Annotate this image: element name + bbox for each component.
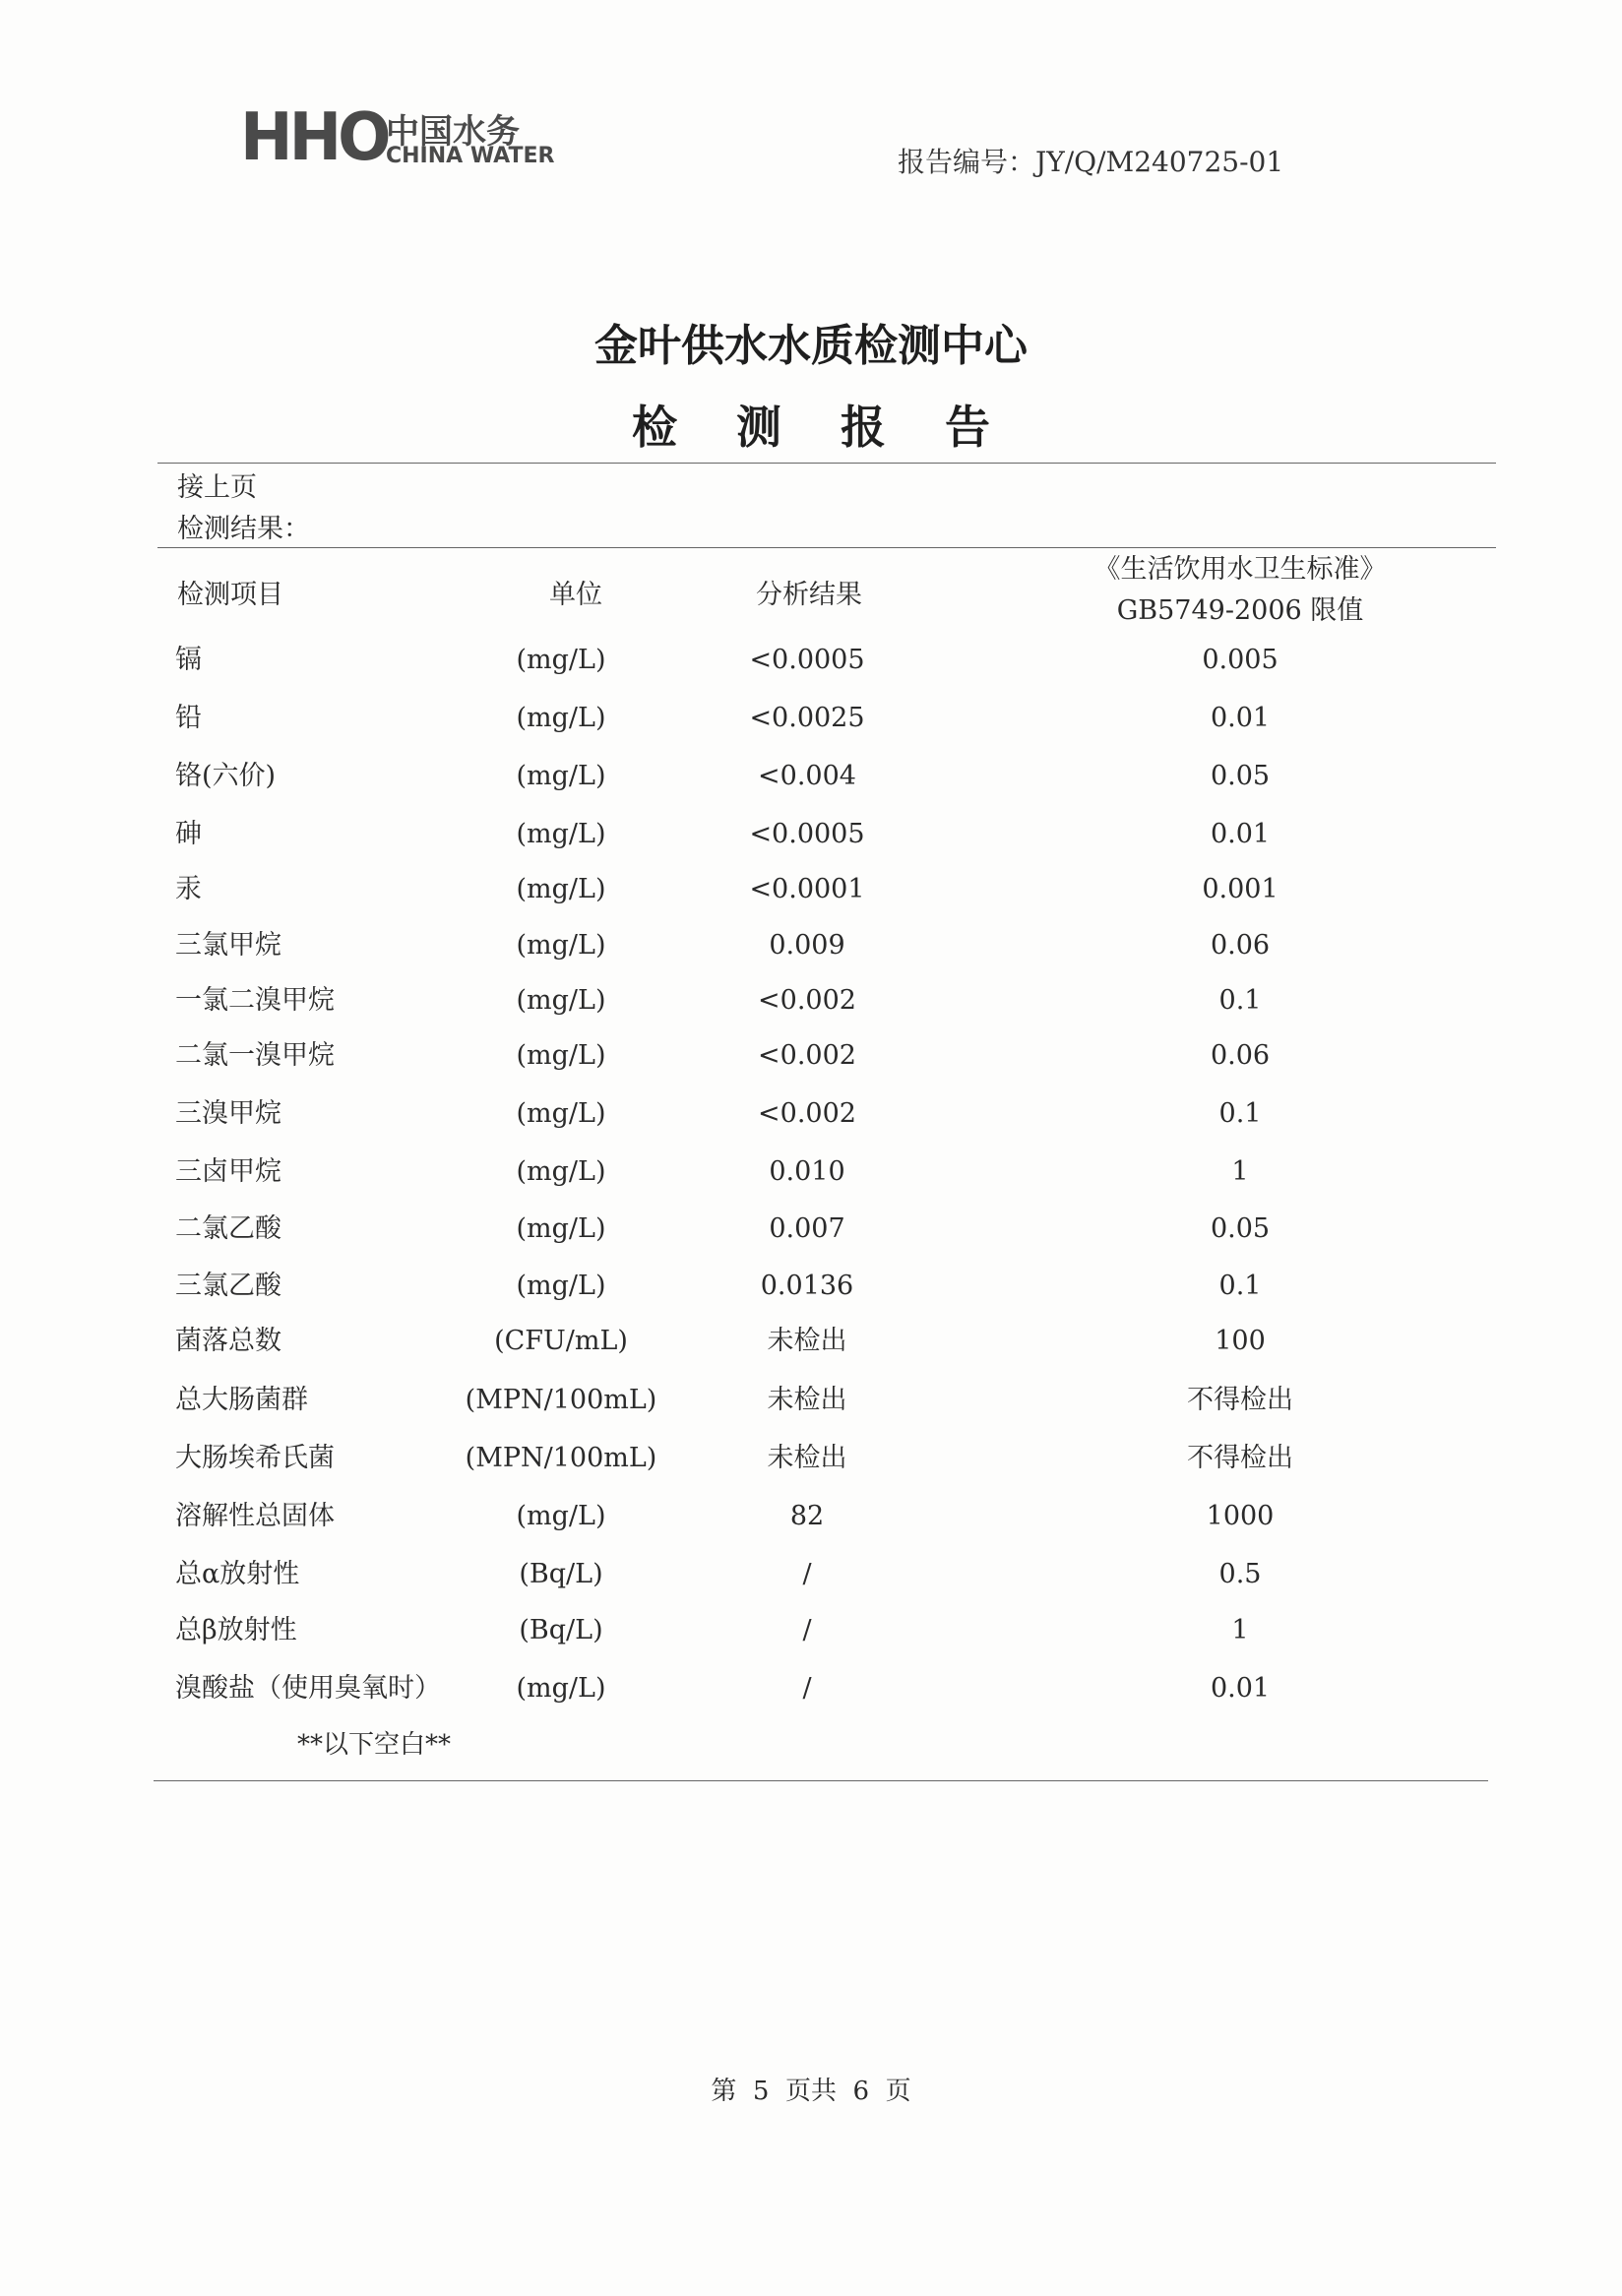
row-limit: 0.06 xyxy=(1210,930,1271,961)
table-row xyxy=(0,981,1622,1021)
blank-below-note: **以下空白** xyxy=(297,1730,452,1760)
header-limit xyxy=(1014,549,1466,632)
row-limit: 0.06 xyxy=(1210,1040,1271,1071)
row-item: 砷 xyxy=(175,819,202,849)
row-unit: (CFU/mL) xyxy=(494,1326,628,1356)
row-result: 0.009 xyxy=(769,930,845,961)
table-row xyxy=(0,757,1622,796)
table-row xyxy=(0,1152,1622,1192)
row-result: 0.0136 xyxy=(760,1271,854,1301)
row-result: <0.002 xyxy=(758,1040,856,1071)
row-unit: (mg/L) xyxy=(516,761,606,791)
row-unit: (mg/L) xyxy=(516,1271,606,1301)
row-item: 一氯二溴甲烷 xyxy=(175,985,335,1016)
row-result: <0.002 xyxy=(758,985,856,1016)
row-result: <0.0001 xyxy=(749,874,865,904)
row-result: 0.010 xyxy=(769,1156,845,1187)
table-row xyxy=(0,1094,1622,1134)
row-item: 汞 xyxy=(175,874,202,904)
table-row xyxy=(0,1611,1622,1650)
row-unit: (mg/L) xyxy=(516,1098,606,1129)
header-divider xyxy=(157,547,1496,548)
table-row xyxy=(0,1669,1622,1708)
results-label: 检测结果： xyxy=(177,514,310,544)
row-unit: (mg/L) xyxy=(516,1213,606,1244)
row-item: 总β放射性 xyxy=(175,1615,297,1645)
row-item: 铅 xyxy=(175,703,202,733)
table-row xyxy=(0,1267,1622,1306)
row-unit: (mg/L) xyxy=(516,985,606,1016)
row-limit: 0.005 xyxy=(1202,645,1279,675)
row-unit: (mg/L) xyxy=(516,1501,606,1531)
row-limit: 100 xyxy=(1215,1326,1266,1356)
row-result: 82 xyxy=(789,1501,825,1531)
top-divider xyxy=(157,463,1496,464)
row-limit: 0.1 xyxy=(1218,1271,1262,1301)
row-unit: (mg/L) xyxy=(516,703,606,733)
row-unit: (Bq/L) xyxy=(519,1615,603,1645)
row-result: 0.007 xyxy=(769,1213,845,1244)
logo-chinese-name: 中国水务 xyxy=(386,112,520,152)
table-row xyxy=(0,1036,1622,1076)
row-item: 菌落总数 xyxy=(175,1326,281,1356)
header-result: 分析结果 xyxy=(756,580,862,610)
row-result: 未检出 xyxy=(767,1443,847,1473)
table-row xyxy=(0,1381,1622,1420)
row-unit: (mg/L) xyxy=(516,1040,606,1071)
row-unit: (mg/L) xyxy=(516,930,606,961)
report-number: 报告编号：JY/Q/M240725-01 xyxy=(898,146,1284,178)
row-limit: 0.01 xyxy=(1210,819,1271,849)
table-row xyxy=(0,641,1622,680)
row-result: / xyxy=(802,1559,812,1589)
row-limit: 0.05 xyxy=(1210,1213,1271,1244)
row-limit: 0.1 xyxy=(1218,985,1262,1016)
header-limit-standard: 《生活饮用水卫生标准》 xyxy=(1093,554,1387,585)
row-limit: 0.01 xyxy=(1210,703,1271,733)
row-unit: (MPN/100mL) xyxy=(465,1443,657,1473)
report-title: 检 测 报 告 xyxy=(631,401,1013,454)
row-limit: 0.05 xyxy=(1210,761,1271,791)
row-unit: (mg/L) xyxy=(516,874,606,904)
row-item: 总大肠菌群 xyxy=(175,1385,308,1415)
continued-note: 接上页 xyxy=(177,472,257,503)
row-unit: (mg/L) xyxy=(516,1156,606,1187)
row-result: <0.0005 xyxy=(749,819,865,849)
row-limit: 1000 xyxy=(1206,1501,1275,1531)
row-limit: 不得检出 xyxy=(1187,1443,1293,1473)
logo-english-name: CHINA WATER xyxy=(386,144,555,168)
logo-mark: HHO xyxy=(240,99,388,176)
row-limit: 不得检出 xyxy=(1187,1385,1293,1415)
row-result: <0.0025 xyxy=(749,703,865,733)
row-result: / xyxy=(802,1615,812,1645)
row-item: 二氯一溴甲烷 xyxy=(175,1040,335,1071)
row-unit: (Bq/L) xyxy=(519,1559,603,1589)
row-limit: 1 xyxy=(1231,1615,1249,1645)
organization-title: 金叶供水水质检测中心 xyxy=(594,321,1028,371)
table-row xyxy=(0,1210,1622,1249)
row-item: 大肠埃希氏菌 xyxy=(175,1443,335,1473)
row-item: 三氯甲烷 xyxy=(175,930,281,961)
table-row xyxy=(0,1322,1622,1361)
row-item: 三氯乙酸 xyxy=(175,1271,281,1301)
header-item: 检测项目 xyxy=(177,580,283,610)
row-limit: 0.001 xyxy=(1202,874,1279,904)
row-limit: 1 xyxy=(1231,1156,1249,1187)
row-limit: 0.01 xyxy=(1210,1673,1271,1704)
header-unit: 单位 xyxy=(549,580,602,610)
row-result: <0.004 xyxy=(758,761,856,791)
table-row xyxy=(0,699,1622,738)
row-item: 溴酸盐（使用臭氧时） xyxy=(175,1673,441,1704)
table-row xyxy=(0,1497,1622,1536)
row-result: 未检出 xyxy=(767,1385,847,1415)
row-item: 镉 xyxy=(175,645,202,675)
row-item: 溶解性总固体 xyxy=(175,1501,335,1531)
row-item: 铬(六价) xyxy=(175,761,277,791)
row-item: 三溴甲烷 xyxy=(175,1098,281,1129)
page-number: 第 5 页共 6 页 xyxy=(711,2077,911,2106)
row-limit: 0.5 xyxy=(1218,1559,1262,1589)
bottom-divider xyxy=(154,1780,1488,1781)
row-unit: (mg/L) xyxy=(516,645,606,675)
table-row xyxy=(0,815,1622,854)
row-item: 总α放射性 xyxy=(175,1559,300,1589)
row-result: <0.002 xyxy=(758,1098,856,1129)
row-result: <0.0005 xyxy=(749,645,865,675)
row-item: 二氯乙酸 xyxy=(175,1213,281,1244)
table-row xyxy=(0,1555,1622,1594)
row-limit: 0.1 xyxy=(1218,1098,1262,1129)
header-limit-code: GB5749-2006 限值 xyxy=(1116,595,1364,626)
table-row xyxy=(0,1439,1622,1478)
row-result: / xyxy=(802,1673,812,1704)
row-unit: (mg/L) xyxy=(516,1673,606,1704)
row-item: 三卤甲烷 xyxy=(175,1156,281,1187)
table-row xyxy=(0,926,1622,965)
row-unit: (MPN/100mL) xyxy=(465,1385,657,1415)
row-unit: (mg/L) xyxy=(516,819,606,849)
table-row xyxy=(0,870,1622,909)
row-result: 未检出 xyxy=(767,1326,847,1356)
